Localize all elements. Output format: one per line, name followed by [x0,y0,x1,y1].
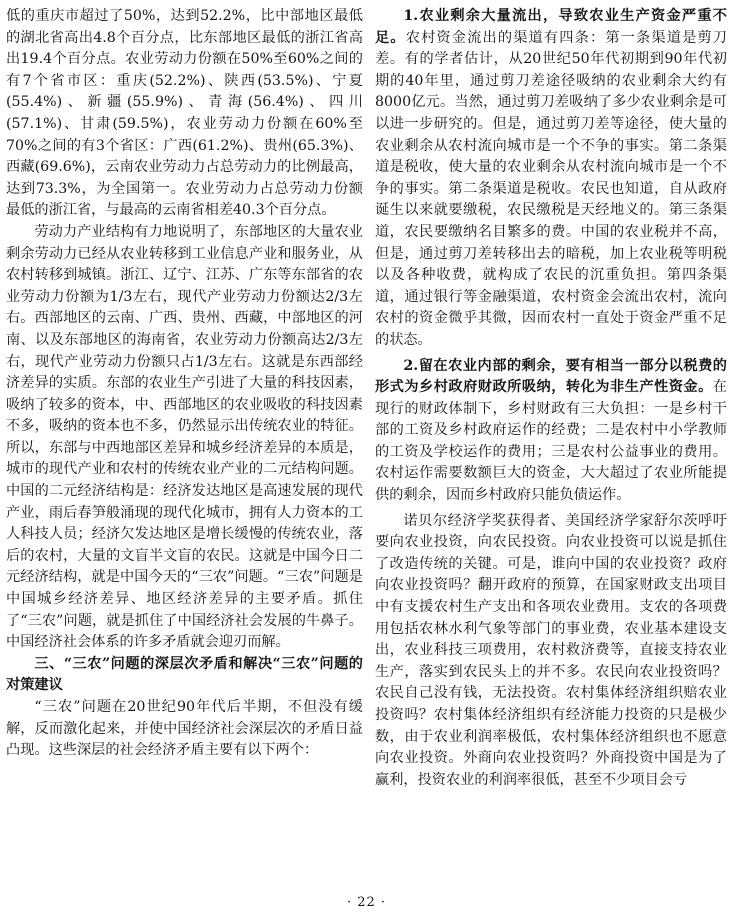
page-number: · 22 · [346,895,387,910]
left-paragraph-3: “三农”问题在20世纪90年代后半期，不但没有缓解，反而激化起来，并使中国经济社会深层次的矛盾日益凸现。这些深层的社会经济矛盾主要有以下两个： [6,699,363,759]
left-column [6,6,363,762]
right-paragraph-2-body: 在现行的财政体制下，乡村财政有三大负担：一是乡村干部的工资及乡村政府运作的经费；二是农村中小学教师的工资及学校运作的费用；三是农村公益事业的费用。农村运作需要数额巨大的资金，大大超过了农业所能提供的剩余，因而乡村政府只能负债运作。 [375,379,727,504]
right-column [375,6,727,791]
left-paragraph-2: 劳动力产业结构有力地说明了，东部地区的大量农业剩余劳动力已经从农业转移到工业信息产业和服务业，从农村转移到城镇。浙江、辽宁、江苏、广东等东部省的农业劳动力份额为1/3左右，现代产业劳动力份额达2/3左右。西部地区的云南、广西、贵州、西藏，中部地区的河南、以及东部地区的海南省，农业劳动力份额高达2/3左右，现代产业劳动力份额只占1/3左右。这就是东西部经济差异的实质。东部的农业生产引进了大量的科技因素，吸纳了较多的资本，中、西部地区的农业吸收的科技因素不多，吸纳的资本也不多，仍然显示出传统农业的特征。所以，东部与中西地部区差异和城乡经济差异的本质是，城市的现代产业和农村的传统农业产业的二元结构问题。中国的二元经济结构是：经济发达地区是高速发展的现代产业，雨后春笋般涌现的现代化城市，拥有人力资本的工人科技人员；经济欠发达地区是增长缓慢的传统农业，落后的农村，大量的文盲半文盲的农民。这就是中国今日二元经济结构，就是中国今天的“三农”问题。“三农”问题是中国城乡经济差异、地区经济差异的主要矛盾。抓住了“三农”问题，就是抓住了中国经济社会发展的牛鼻子。中国经济社会体系的许多矛盾就会迎刃而解。 [6,223,363,651]
right-paragraph-1-body: 农村资金流出的渠道有四条：第一条渠道是剪刀差。有的学者估计，从20世纪50年代初期到90年代初期的40年里，通过剪刀差途径吸纳的农业剩余大约有8000亿元。当然，通过剪刀差吸纳了多少农业剩余是可以进一步研究的。但是，通过剪刀差等途径，使大量的农业剩余从农村流向城市是一个不争的事实。第二条渠道是税收，使大量的农业剩余从农村流向城市是一个不争的事实。第二条渠道是税收。农民也知道，自从政府诞生以来就要缴税，农民缴税是天经地义的。第三条渠道，农民要缴纳名目繁多的费。中国的农业税并不高，但是，通过剪刀差转移出去的暗税，加上农业税等明税以及各种收费，就构成了农民的沉重负担。第四条渠道，通过银行等金融渠道，农村资金会流出农村，流向农村的资金微乎其微，因而农村一直处于资金严重不足的状态。 [375,29,727,348]
right-paragraph-1 [375,6,727,352]
right-paragraph-2-lead: 2.留在农业内部的剩余，要有相当一部分以税费的形式为乡村政府财政所吸纳，转化为非生产性资金。 [375,357,727,396]
right-paragraph-1-lead: 1.农业剩余大量流出，导致农业生产资金严重不足。 [375,8,727,46]
section-title: 三、“三农”问题的深层次矛盾和解决“三农”问题的对策建议 [6,655,363,694]
right-paragraph-2 [375,356,727,507]
right-paragraph-3: 诺贝尔经济学奖获得者、美国经济学家舒尔茨呼吁要向农业投资，向农民投资。向农业投资可以说是抓住了改造传统的关键。可是，谁向中国的农业投资？政府向农业投资吗？翻开政府的预算，在国家财政支出项目中有支援农村生产支出和各项农业费用。支农的各项费用包括农林水利气象等部门的事业费，农业基本建设支出，农业科技三项费用，农村救济费等，直接支持农业生产，落实到农民头上的并不多。农民向农业投资吗？农民自己没有钱，无法投资。农村集体经济组织赔农业投资吗？农村集体经济组织有经济能力投资的只是极少数，由于农业利润率极低，农村集体经济组织也不愿意向农业投资。外商向农业投资吗？外商投资中国是为了赢利，投资农业的利润率很低，甚至不少项目会亏 [375,512,727,788]
left-paragraph-1: 低的重庆市超过了50%，达到52.2%，比中部地区最低的湖北省高出4.8个百分点，比东部地区最低的浙江省高出19.4个百分点。农业劳动力份额在50%至60%之间的有7个省市区：重庆(52.2%)、陕西(53.5%)、宁夏(55.4%)、新疆(55.9%)、青海(56.4%)、四川(57.1%)、甘肃(59.5%)，农业劳动力份额在60%至70%之间的有3个省区：广西(61.2%)、贵州(65.3%)、西藏(69.6%)，云南农业劳动力占总劳动力的比例最高，达到73.3%，为全国第一。农业劳动力占总劳动力份额最低的浙江省，与最高的云南省相差40.3个百分点。 [6,8,363,219]
